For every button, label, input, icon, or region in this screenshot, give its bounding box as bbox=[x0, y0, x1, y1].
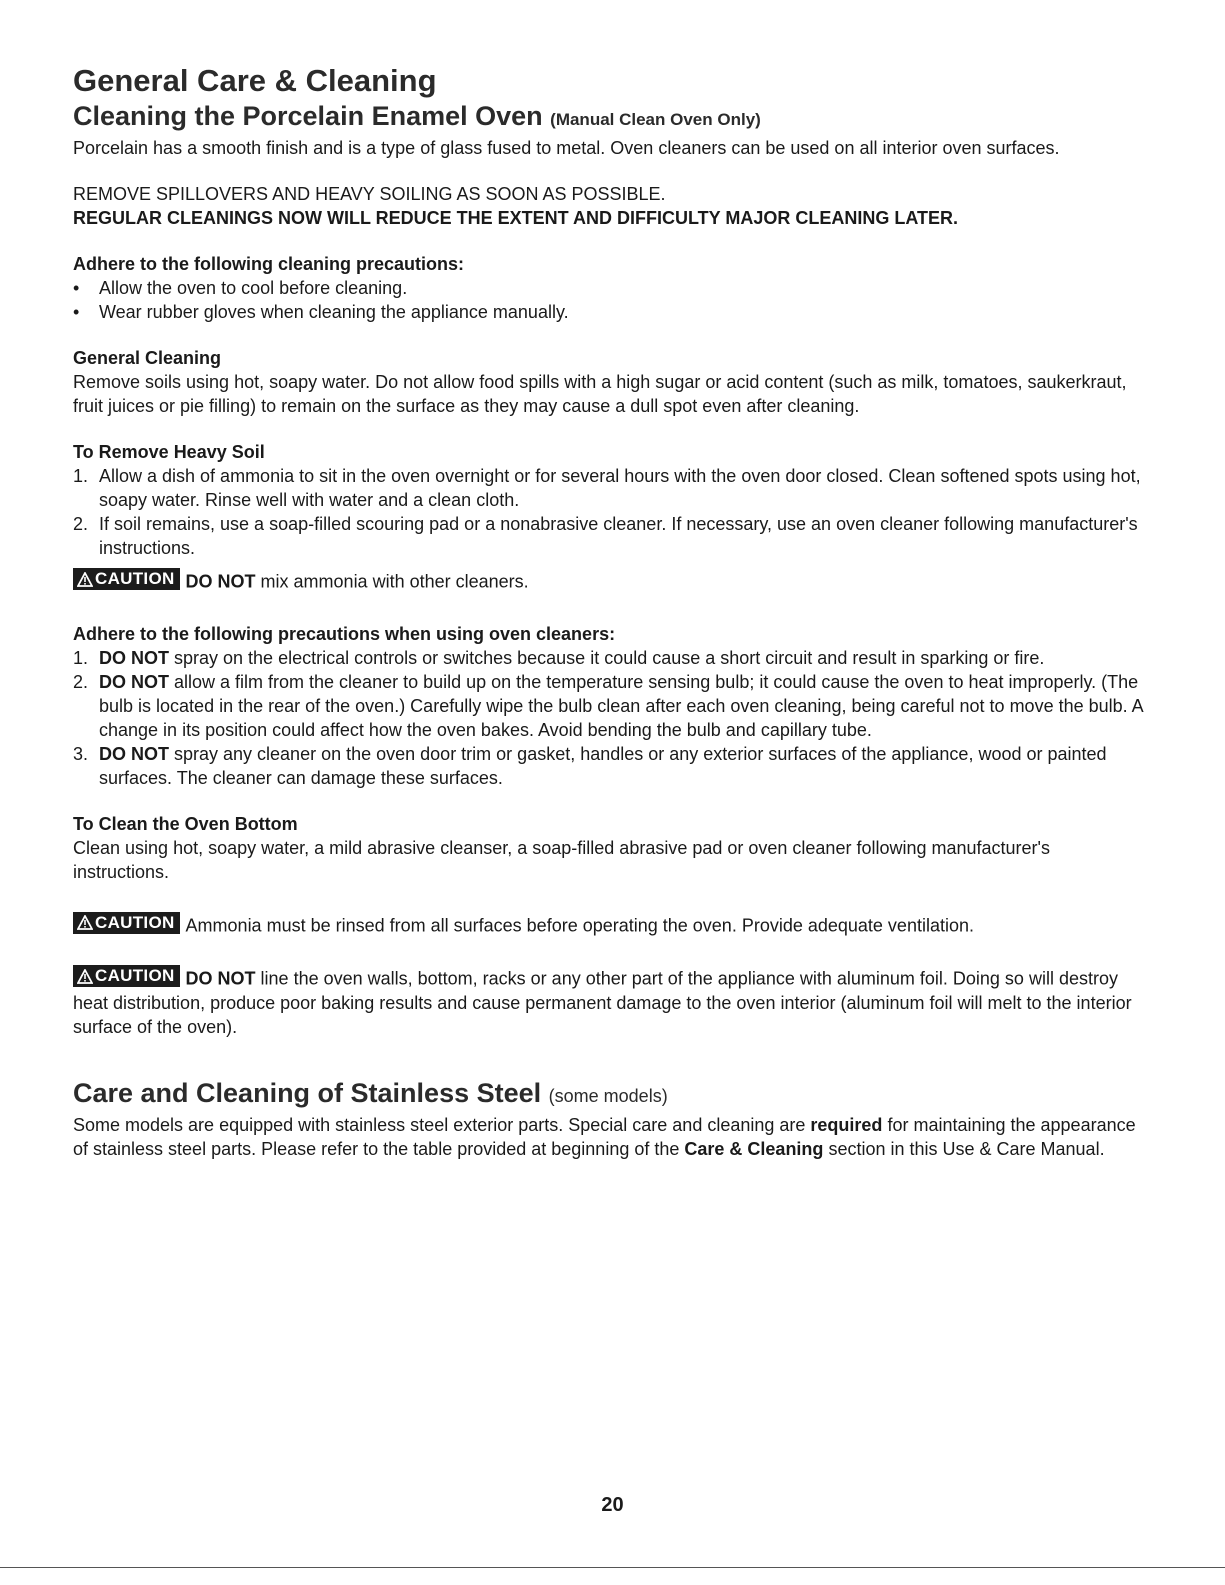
oven-cleaner-steps bbox=[73, 646, 1148, 790]
precautions-heading: Adhere to the following cleaning precautions: bbox=[73, 254, 465, 274]
general-cleaning-text: Remove soils using hot, soapy water. Do not allow food spills with a high sugar or acid content (such as milk, tomatoes, saukerkraut, fruit juices or pie filling) to remain on the surface as they may cause a dull spot even after cleaning. bbox=[73, 372, 1127, 416]
caution-text: mix ammonia with other cleaners. bbox=[255, 571, 529, 592]
porcelain-section-title bbox=[73, 100, 1148, 136]
step-number: 2. bbox=[73, 671, 89, 692]
page-heading: General Care & Cleaning bbox=[73, 63, 437, 98]
heavy-soil-steps bbox=[73, 464, 1148, 560]
caution-label: CAUTION bbox=[95, 912, 175, 932]
step-number: 2. bbox=[73, 514, 89, 534]
step-bold: DO NOT bbox=[99, 671, 169, 692]
heavy-soil-heading: To Remove Heavy Soil bbox=[73, 442, 265, 462]
general-cleaning-heading: General Cleaning bbox=[73, 348, 222, 368]
stainless-title-note: (some models) bbox=[548, 1085, 668, 1106]
caution-badge bbox=[73, 965, 180, 987]
step-text: If soil remains, use a soap-filled scouring pad or a nonabrasive cleaner. If necessary, use an oven cleaner following manufacturer's instructions. bbox=[99, 514, 1138, 558]
caution-bold: DO NOT bbox=[185, 968, 256, 989]
precautions-list bbox=[73, 276, 1148, 324]
stainless-text-part: section in this Use & Care Manual. bbox=[823, 1138, 1105, 1159]
stainless-text-part: for maintaining the appearance of stainless steel parts. Please refer to the table provided at beginning of the bbox=[73, 1114, 1136, 1159]
step-number: 1. bbox=[73, 466, 89, 486]
page-number: 20 bbox=[601, 1494, 624, 1516]
step-text: spray on the electrical controls or switches because it could cause a short circuit and result in sparking or fire. bbox=[169, 647, 1045, 668]
caution-bold: DO NOT bbox=[185, 571, 256, 592]
stainless-title-text: Care and Cleaning of Stainless Steel bbox=[73, 1077, 542, 1108]
stainless-section-title bbox=[73, 1077, 1148, 1113]
caution-badge bbox=[73, 568, 180, 590]
step-bold: DO NOT bbox=[99, 743, 169, 764]
list-item bbox=[73, 742, 1148, 790]
stainless-text bbox=[73, 1113, 1148, 1161]
step-text: Allow a dish of ammonia to sit in the oven overnight or for several hours with the oven door closed. Clean softened spots using hot, soapy water. Rinse well with water and a clean cloth. bbox=[99, 466, 1141, 510]
step-text: spray any cleaner on the oven door trim or gasket, handles or any exterior surfaces of the appliance, wood or painted surfaces. The cleaner can damage these surfaces. bbox=[99, 743, 1107, 788]
step-number: 3. bbox=[73, 743, 89, 764]
warning-triangle-icon bbox=[77, 915, 93, 930]
oven-cleaner-heading: Adhere to the following precautions when using oven cleaners: bbox=[73, 623, 616, 644]
stainless-bold-care-cleaning: Care & Cleaning bbox=[684, 1138, 824, 1159]
porcelain-title-text: Cleaning the Porcelain Enamel Oven bbox=[73, 101, 543, 131]
caution-aluminum-foil bbox=[73, 965, 1148, 1039]
manual-page bbox=[73, 62, 1148, 1161]
regular-cleanings-line: REGULAR CLEANINGS NOW WILL REDUCE THE EXTENT AND DIFFICULTY MAJOR CLEANING LATER. bbox=[73, 208, 958, 228]
warning-triangle-icon bbox=[77, 969, 93, 984]
caution-text: line the oven walls, bottom, racks or any other part of the appliance with aluminum foil. Doing so will destroy heat distribution, produce poor baking results and cause permanent damage to the oven interior (aluminum foil will melt to the interior surface of the oven). bbox=[73, 968, 1132, 1037]
list-item bbox=[73, 512, 1148, 560]
stainless-text-part: Some models are equipped with stainless steel exterior parts. Special care and cleaning are bbox=[73, 1114, 811, 1135]
oven-bottom-heading: To Clean the Oven Bottom bbox=[73, 813, 298, 834]
caution-label: CAUTION bbox=[95, 569, 175, 588]
step-bold: DO NOT bbox=[99, 647, 169, 668]
list-item: • Wear rubber gloves when cleaning the appliance manually. bbox=[73, 300, 1148, 324]
list-item bbox=[73, 464, 1148, 512]
caution-ammonia-rinse bbox=[73, 912, 1148, 938]
list-item bbox=[73, 670, 1148, 742]
remove-spillovers-line: REMOVE SPILLOVERS AND HEAVY SOILING AS SOON AS POSSIBLE. bbox=[73, 184, 666, 204]
oven-bottom-text: Clean using hot, soapy water, a mild abrasive cleanser, a soap-filled abrasive pad or oven cleaner following manufacturer's instructions. bbox=[73, 837, 1050, 882]
bottom-divider bbox=[0, 1567, 1225, 1568]
list-item: • Allow the oven to cool before cleaning. bbox=[73, 276, 1148, 300]
stainless-bold-required: required bbox=[810, 1114, 883, 1135]
caution-label: CAUTION bbox=[95, 966, 175, 985]
porcelain-title-note: (Manual Clean Oven Only) bbox=[550, 110, 761, 129]
step-number: 1. bbox=[73, 647, 89, 668]
caution-text: Ammonia must be rinsed from all surfaces before operating the oven. Provide adequate ventilation. bbox=[185, 915, 974, 935]
porcelain-intro: Porcelain has a smooth finish and is a type of glass fused to metal. Oven cleaners can be used on all interior oven surfaces. bbox=[73, 138, 1060, 158]
caution-badge bbox=[73, 912, 180, 934]
step-text: allow a film from the cleaner to build up on the temperature sensing bulb; it could cause the oven to heat improperly. (The bulb is located in the rear of the oven.) Carefully wipe the bulb clean after each oven cleaning, being careful not to move the bulb. A change in its position could affect how the oven bakes. Avoid bending the bulb and capillary tube. bbox=[99, 671, 1143, 740]
caution-ammonia-mix bbox=[73, 568, 1148, 594]
list-item bbox=[73, 646, 1148, 670]
warning-triangle-icon bbox=[77, 572, 93, 587]
